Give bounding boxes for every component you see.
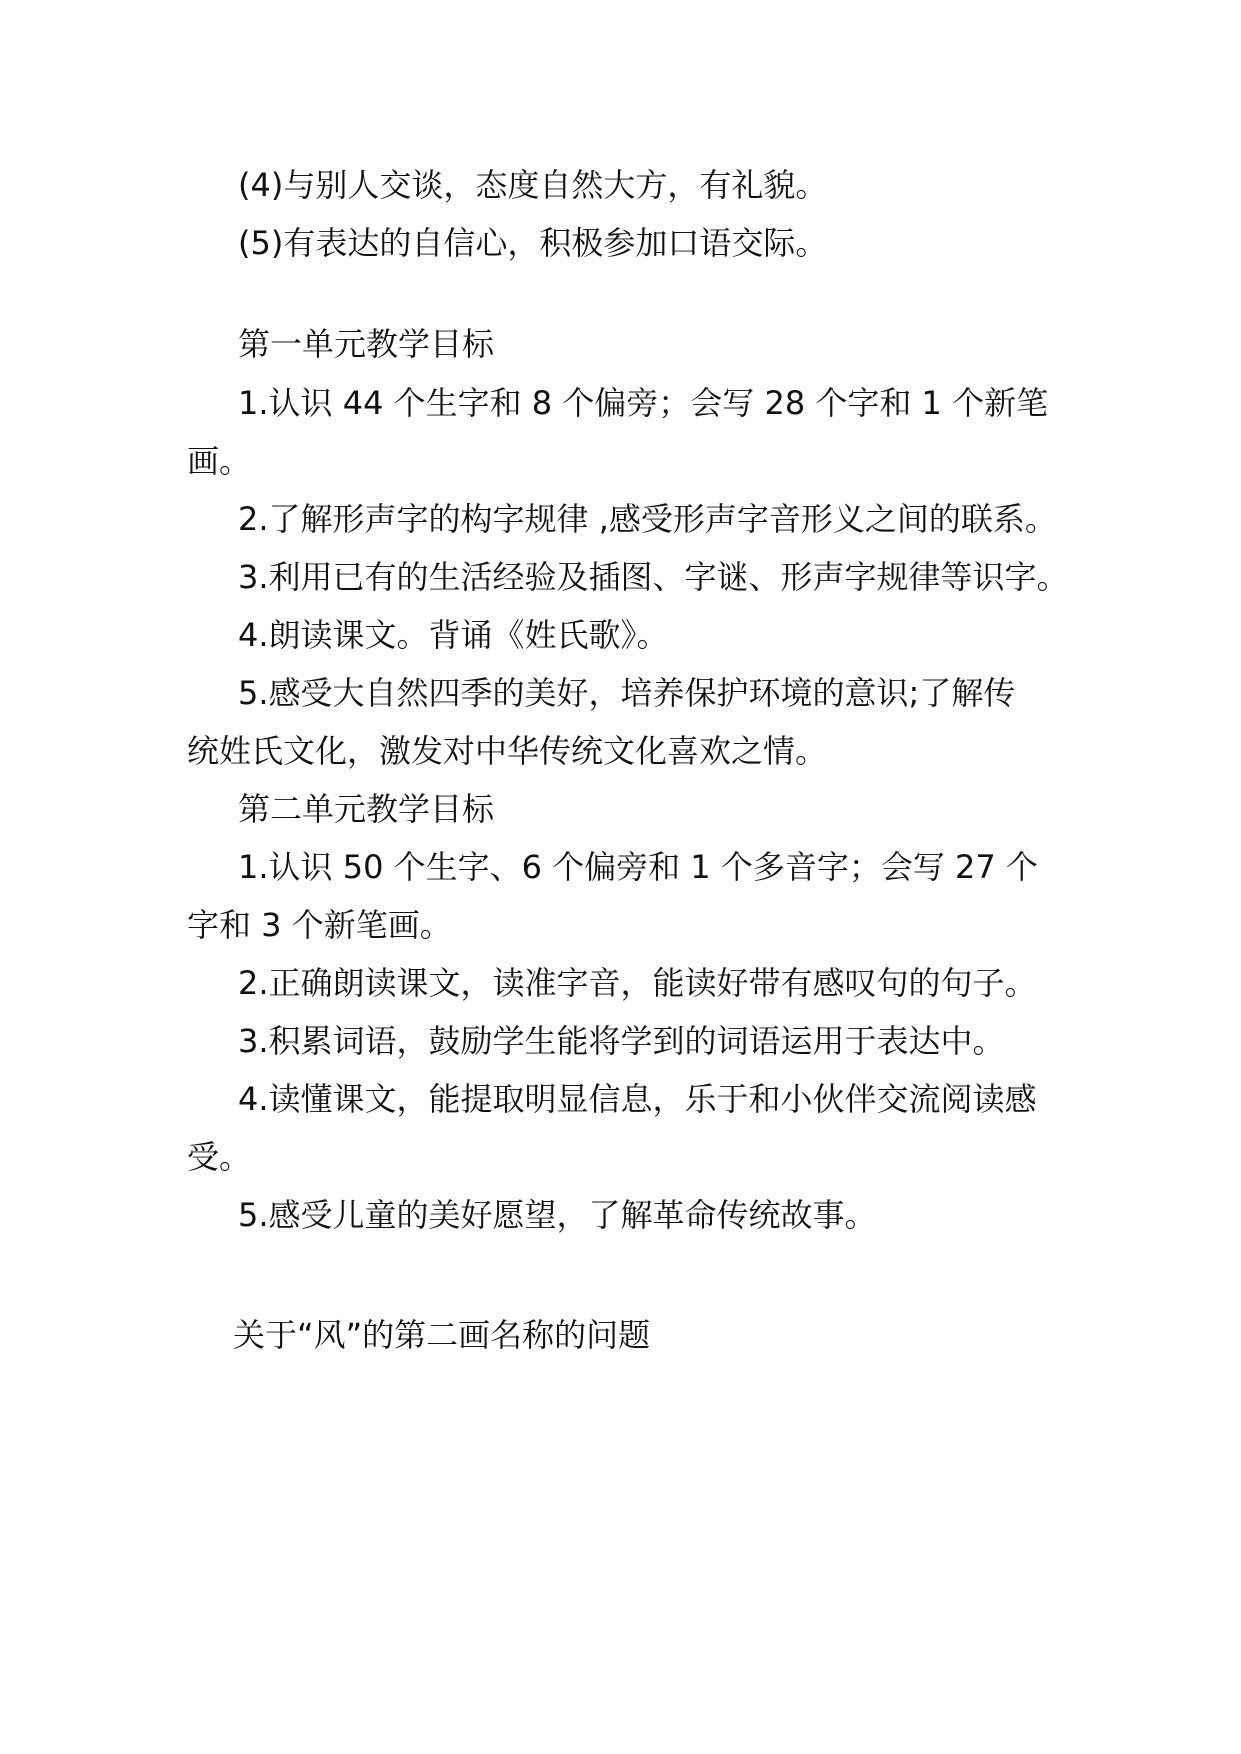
unit-one-goal-4: 4.朗读课文。背诵《姓氏歌》。 bbox=[238, 616, 669, 654]
text-line-speaking-confidence: (5)有表达的自信心，积极参加口语交际。 bbox=[238, 224, 828, 262]
unit-two-goal-4-continued: 受。 bbox=[187, 1138, 252, 1176]
unit-one-goal-1: 1.认识 44 个生字和 8 个偏旁；会写 28 个字和 1 个新笔 bbox=[238, 384, 1049, 422]
unit-two-goal-4: 4.读懂课文，能提取明显信息，乐于和小伙伴交流阅读感 bbox=[238, 1080, 1037, 1118]
unit-two-goal-1: 1.认识 50 个生字、6 个偏旁和 1 个多音字；会写 27 个 bbox=[238, 848, 1038, 886]
unit-one-goal-5-continued: 统姓氏文化，激发对中华传统文化喜欢之情。 bbox=[187, 732, 828, 770]
text-line-speaking-manners: (4)与别人交谈，态度自然大方，有礼貌。 bbox=[238, 166, 828, 204]
unit-one-goal-2: 2.了解形声字的构字规律 ,感受形声字音形义之间的联系。 bbox=[238, 500, 1057, 538]
section-heading-wind-stroke: 关于“风”的第二画名称的问题 bbox=[233, 1316, 651, 1354]
unit-one-goal-3: 3.利用已有的生活经验及插图、字谜、形声字规律等识字。 bbox=[238, 558, 1069, 596]
unit-one-goal-1-continued: 画。 bbox=[187, 442, 252, 480]
unit-two-goal-3: 3.积累词语，鼓励学生能将学到的词语运用于表达中。 bbox=[238, 1022, 1005, 1060]
unit-two-goal-2: 2.正确朗读课文，读准字音，能读好带有感叹句的句子。 bbox=[238, 964, 1037, 1002]
unit-one-heading: 第一单元教学目标 bbox=[238, 325, 495, 363]
unit-two-goal-5: 5.感受儿童的美好愿望，了解革命传统故事。 bbox=[238, 1196, 877, 1234]
unit-one-goal-5: 5.感受大自然四季的美好，培养保护环境的意识;了解传 bbox=[238, 674, 1016, 712]
unit-two-goal-1-continued: 字和 3 个新笔画。 bbox=[187, 906, 452, 944]
unit-two-heading: 第二单元教学目标 bbox=[238, 790, 495, 828]
